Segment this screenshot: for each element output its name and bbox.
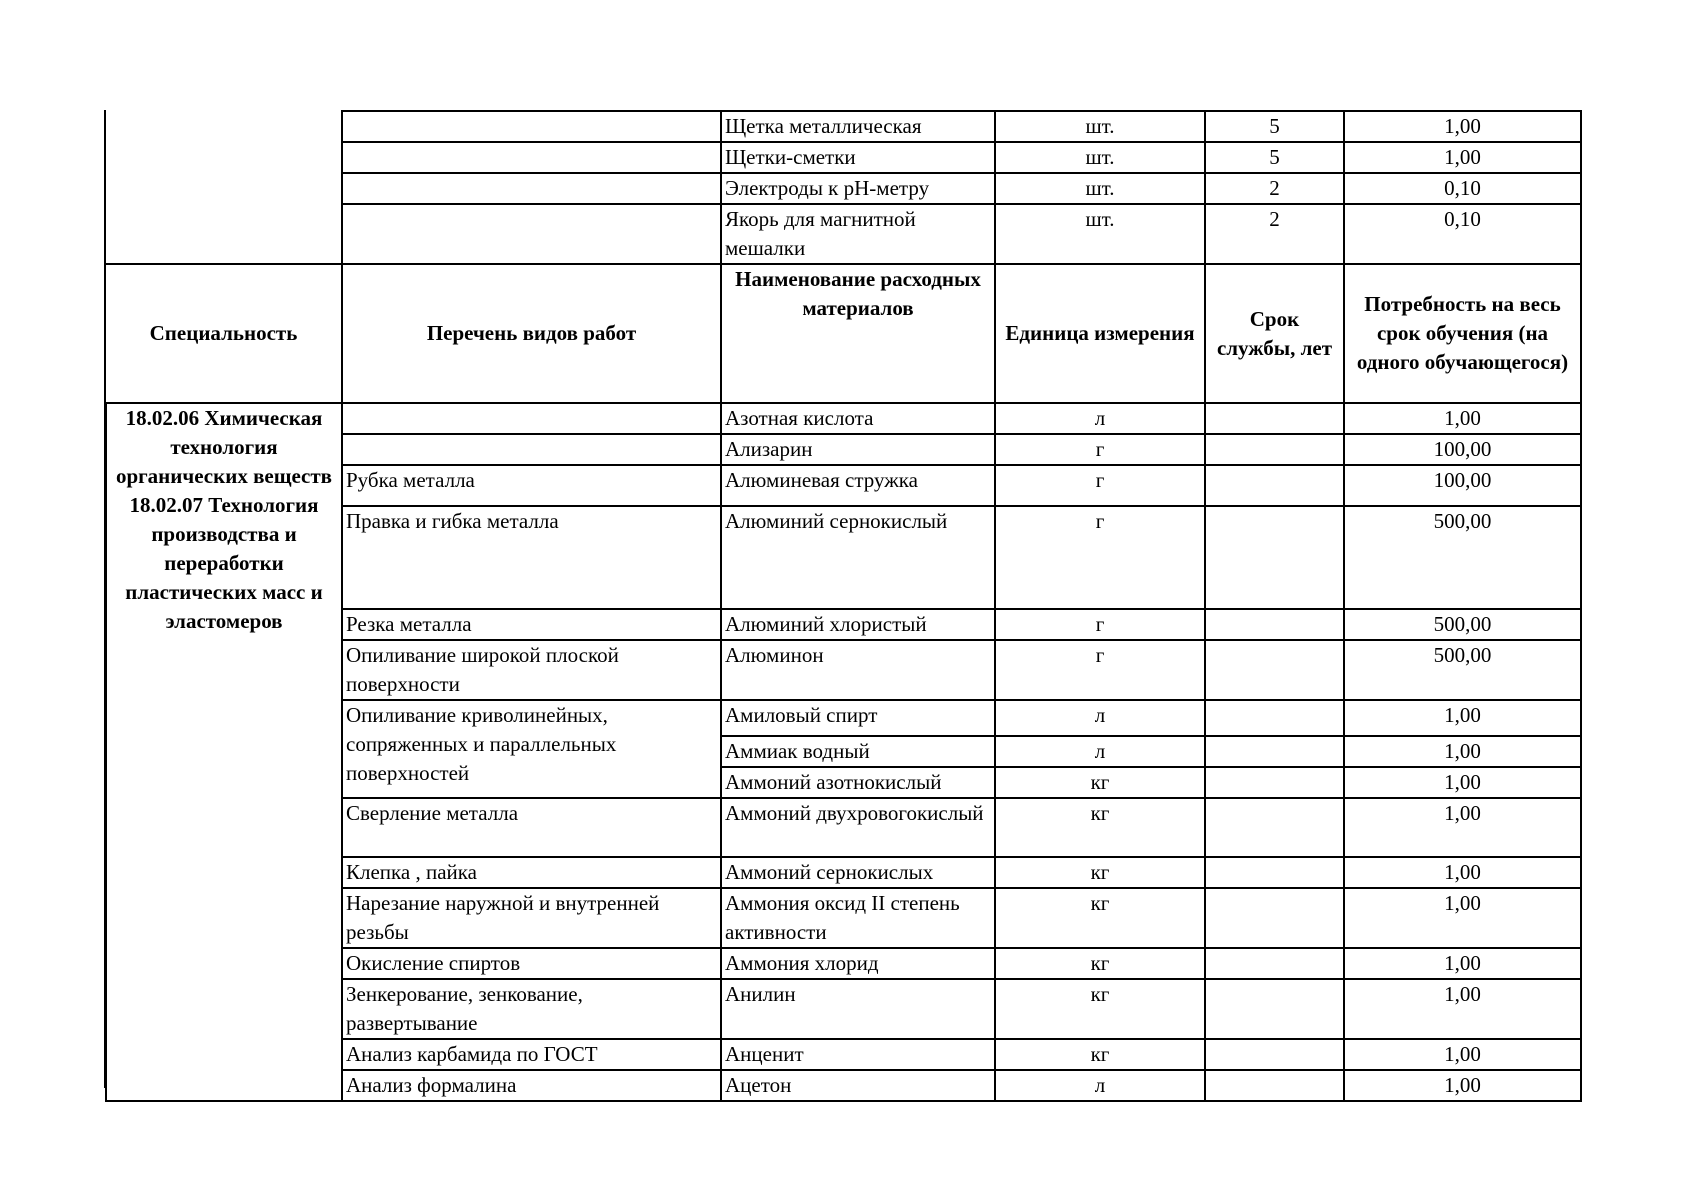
- term-cell: [1205, 888, 1344, 948]
- unit-cell: кг: [995, 1039, 1205, 1070]
- works-cell: Опиливание криволинейных, сопряженных и параллельных поверхностей: [342, 700, 721, 798]
- works-cell: [342, 204, 721, 264]
- need-cell: 1,00: [1344, 700, 1581, 736]
- need-cell: 100,00: [1344, 465, 1581, 506]
- header-need: Потребность на весь срок обучения (на одного обучающегося): [1344, 264, 1581, 403]
- need-cell: 100,00: [1344, 434, 1581, 465]
- blank-specialty-cell: [106, 111, 342, 264]
- header-term: Срок службы, лет: [1205, 264, 1344, 403]
- term-cell: [1205, 465, 1344, 506]
- need-cell: 1,00: [1344, 111, 1581, 142]
- material-cell: Аммоний азотнокислый: [721, 767, 995, 798]
- works-cell: [342, 173, 721, 204]
- term-cell: [1205, 506, 1344, 609]
- need-cell: 1,00: [1344, 403, 1581, 434]
- need-cell: 0,10: [1344, 204, 1581, 264]
- works-cell: Зенкерование, зенкование, развертывание: [342, 979, 721, 1039]
- material-cell: Якорь для магнитной мешалки: [721, 204, 995, 264]
- material-cell: Щетки-сметки: [721, 142, 995, 173]
- unit-cell: шт.: [995, 173, 1205, 204]
- material-cell: Аммония оксид II степень активности: [721, 888, 995, 948]
- unit-cell: л: [995, 1070, 1205, 1101]
- need-cell: 1,00: [1344, 736, 1581, 767]
- unit-cell: кг: [995, 888, 1205, 948]
- header-material: Наименование расходных материалов: [721, 264, 995, 403]
- term-cell: 2: [1205, 173, 1344, 204]
- need-cell: 500,00: [1344, 640, 1581, 700]
- unit-cell: кг: [995, 948, 1205, 979]
- material-cell: Аммоний двухровогокислый: [721, 798, 995, 857]
- material-cell: Щетка металлическая: [721, 111, 995, 142]
- works-cell: Анализ формалина: [342, 1070, 721, 1101]
- term-cell: [1205, 798, 1344, 857]
- term-cell: 5: [1205, 111, 1344, 142]
- specialty-cell: 18.02.06 Химическая технология органических веществ 18.02.07 Технология производства и переработки пластических масс и эластомеров: [106, 403, 342, 1101]
- material-cell: Алюминевая стружка: [721, 465, 995, 506]
- material-cell: Аммиак водный: [721, 736, 995, 767]
- material-cell: Анилин: [721, 979, 995, 1039]
- need-cell: 1,00: [1344, 798, 1581, 857]
- material-cell: Алюминон: [721, 640, 995, 700]
- unit-cell: г: [995, 640, 1205, 700]
- term-cell: [1205, 434, 1344, 465]
- works-cell: Сверление металла: [342, 798, 721, 857]
- term-cell: [1205, 403, 1344, 434]
- term-cell: [1205, 736, 1344, 767]
- material-cell: Аммония хлорид: [721, 948, 995, 979]
- material-cell: Амиловый спирт: [721, 700, 995, 736]
- need-cell: 1,00: [1344, 857, 1581, 888]
- need-cell: 0,10: [1344, 173, 1581, 204]
- material-cell: Ацетон: [721, 1070, 995, 1101]
- works-cell: Правка и гибка металла: [342, 506, 721, 609]
- works-cell: [342, 434, 721, 465]
- header-row: [106, 264, 1581, 403]
- works-cell: Анализ карбамида по ГОСТ: [342, 1039, 721, 1070]
- materials-table: [105, 110, 1582, 1102]
- unit-cell: кг: [995, 798, 1205, 857]
- material-cell: Электроды к рН-метру: [721, 173, 995, 204]
- need-cell: 1,00: [1344, 948, 1581, 979]
- works-cell: Опиливание широкой плоской поверхности: [342, 640, 721, 700]
- term-cell: [1205, 979, 1344, 1039]
- unit-cell: г: [995, 465, 1205, 506]
- material-cell: Аммоний сернокислых: [721, 857, 995, 888]
- need-cell: 1,00: [1344, 979, 1581, 1039]
- works-cell: Рубка металла: [342, 465, 721, 506]
- need-cell: 1,00: [1344, 888, 1581, 948]
- unit-cell: л: [995, 736, 1205, 767]
- unit-cell: шт.: [995, 111, 1205, 142]
- works-cell: Резка металла: [342, 609, 721, 640]
- term-cell: 2: [1205, 204, 1344, 264]
- need-cell: 1,00: [1344, 142, 1581, 173]
- material-cell: Алюминий хлористый: [721, 609, 995, 640]
- need-cell: 1,00: [1344, 1070, 1581, 1101]
- need-cell: 500,00: [1344, 609, 1581, 640]
- term-cell: [1205, 1039, 1344, 1070]
- header-works: Перечень видов работ: [342, 264, 721, 403]
- unit-cell: г: [995, 434, 1205, 465]
- term-cell: [1205, 1070, 1344, 1101]
- need-cell: 1,00: [1344, 1039, 1581, 1070]
- unit-cell: кг: [995, 857, 1205, 888]
- term-cell: 5: [1205, 142, 1344, 173]
- unit-cell: л: [995, 700, 1205, 736]
- works-cell: Нарезание наружной и внутренней резьбы: [342, 888, 721, 948]
- unit-cell: шт.: [995, 142, 1205, 173]
- table-row: [106, 111, 1581, 142]
- works-cell: [342, 111, 721, 142]
- header-unit: Единица измерения: [995, 264, 1205, 403]
- unit-cell: л: [995, 403, 1205, 434]
- works-cell: Клепка , пайка: [342, 857, 721, 888]
- works-cell: [342, 403, 721, 434]
- unit-cell: г: [995, 506, 1205, 609]
- term-cell: [1205, 640, 1344, 700]
- term-cell: [1205, 857, 1344, 888]
- unit-cell: г: [995, 609, 1205, 640]
- material-cell: Алюминий сернокислый: [721, 506, 995, 609]
- unit-cell: шт.: [995, 204, 1205, 264]
- need-cell: 1,00: [1344, 767, 1581, 798]
- term-cell: [1205, 700, 1344, 736]
- term-cell: [1205, 767, 1344, 798]
- works-cell: Окисление спиртов: [342, 948, 721, 979]
- need-cell: 500,00: [1344, 506, 1581, 609]
- table-row: [106, 403, 1581, 434]
- term-cell: [1205, 609, 1344, 640]
- material-cell: Ализарин: [721, 434, 995, 465]
- material-cell: Азотная кислота: [721, 403, 995, 434]
- works-cell: [342, 142, 721, 173]
- term-cell: [1205, 948, 1344, 979]
- material-cell: Анценит: [721, 1039, 995, 1070]
- unit-cell: кг: [995, 979, 1205, 1039]
- header-specialty: Специальность: [106, 264, 342, 403]
- unit-cell: кг: [995, 767, 1205, 798]
